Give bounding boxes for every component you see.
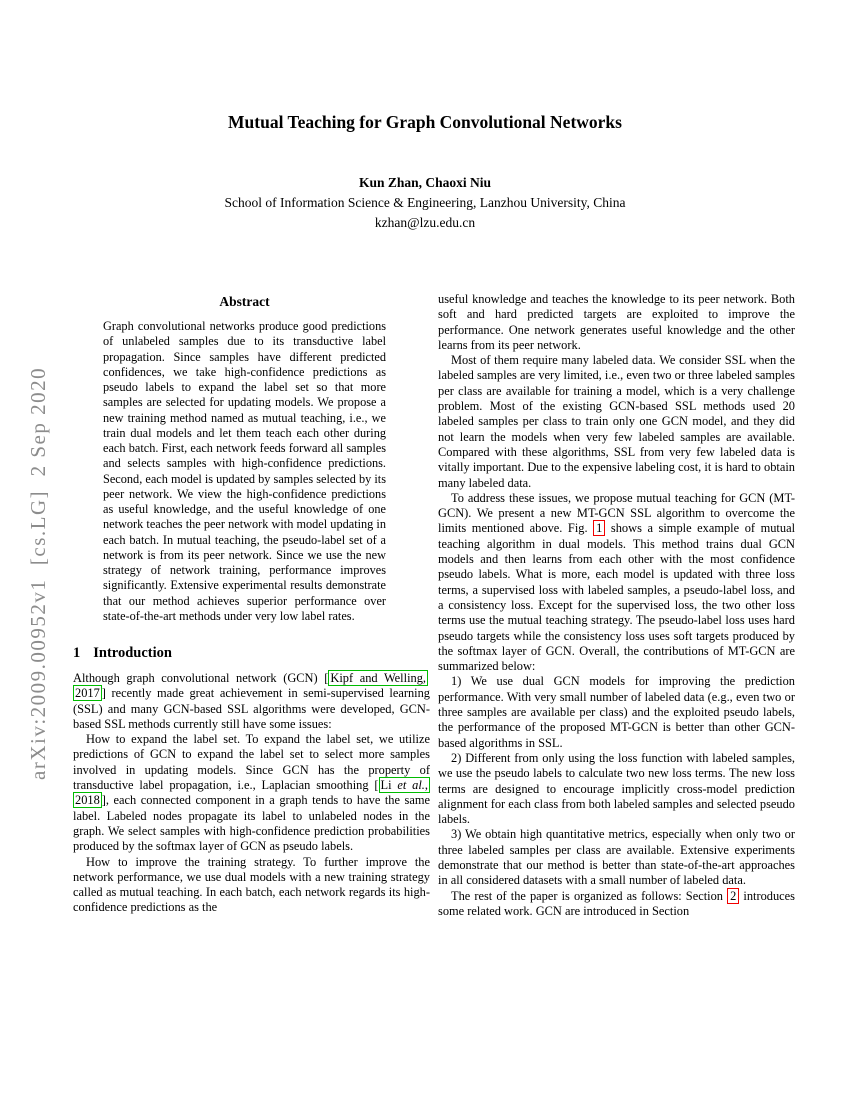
citation-etal-italic: et al. xyxy=(397,778,425,793)
section-1-title: Introduction xyxy=(93,645,172,661)
arxiv-watermark: arXiv:2009.00952v1 [cs.LG] 2 Sep 2020 xyxy=(26,366,50,780)
paragraph-labeled-data: Most of them require many labeled data. We consider SSL when the labeled samples are very limited, i.e., even two or three labeled samples per class are available for training a model, which is a very challenge problem. Most of the existing GCN-based SSL methods used 20 labeled samples per class to train only one GCN model, and they did not learn the models when very few labeled samples are available. Compared with these algorithms, SSL from very few labeled data is vitally important. Due to the expensive labeling cost, it is hard to obtain many labeled data. xyxy=(438,353,795,490)
text-segment: How to expand the label set. To expand the label set, we utilize predictions of GCN to expand the label set to select more samples involved in updating models. Since GCN has the property of transductive label propagation, i.e., Laplacian smoothing [ xyxy=(73,732,430,793)
text-segment: To address these issues, we propose mutual teaching for GCN (MT-GCN). We present a new MT-GCN SSL algorithm to overcome the limits mentioned above. Fig. xyxy=(438,490,795,536)
citation-author: Li xyxy=(380,778,398,793)
text-segment: introduces some related work. GCN are introduced in Section xyxy=(438,888,795,918)
text-segment: ] recently made great achievement in semi-supervised learning (SSL) and many GCN-based SSL algorithms were developed, GCN-based SSL methods currently still have some issues: xyxy=(73,686,430,731)
figure-1-reference[interactable]: 1 xyxy=(593,520,605,536)
text-segment: shows a simple example of mutual teaching algorithm in dual models. This method trains dual GCN models and then learns from each other with the most confidence pseudo labels. What is more, each model is updated with three loss terms, a supervised loss with labeled samples, a pseudo-label loss, and a consistency loss. Except for the supervised loss, the two other loss terms use the mutual teaching strategy. The pseudo-label loss uses hard pseudo targets while the consistency loss uses soft targets produced by the softmax layer of GCN. Overall, the contributions of MT-GCN are summarized below: xyxy=(438,521,795,674)
paragraph-intro-overview xyxy=(73,671,430,732)
text-segment: ], each connected component in a graph tends to have the same label. Labeled nodes propagate its label to unlabeled nodes in the graph. We select samples with high-confidence prediction probabilities produced by the softmax layer of GCN as pseudo labels. xyxy=(73,793,430,854)
paper-affiliation: School of Information Science & Engineering, Lanzhou University, China xyxy=(224,195,626,210)
paragraph-address-issues xyxy=(438,491,795,675)
paragraph-training-strategy: How to improve the training strategy. To further improve the network performance, we use dual models with a new training strategy called as mutual teaching. In each batch, each network regards its high-confidence predictions as the xyxy=(73,854,430,915)
two-column-body xyxy=(73,292,795,992)
abstract-heading: Abstract xyxy=(219,294,270,309)
citation-year: , 2018 xyxy=(75,778,429,808)
paper-title: Mutual Teaching for Graph Convolutional Networks xyxy=(228,112,622,132)
abstract-text: Graph convolutional networks produce good predictions of unlabeled samples due to its transductive label propagation. Since samples have different predicted confidences, we take high-confidence predictions as pseudo labels to expand the label set so that more samples are selected for updating models. We propose a new training method named as mutual teaching, i.e., we train dual models and let them teach each other during each batch. First, each network feeds forward all samples and selects samples with high-confidence predictions. Second, each model is updated by samples selected by its peer network. We view the high-confidence predictions as useful knowledge, and the useful knowledge of one network teaches the peer network with model updating in each batch. In mutual teaching, the pseudo-label set of a network is from its peer network. Since we use the new strategy of network training, performance improves significantly. Extensive experimental results demonstrate that our method achieves superior performance over state-of-the-art methods under very low label rates. xyxy=(103,319,386,623)
text-segment: Although graph convolutional network (GCN) [ xyxy=(73,671,329,685)
paragraph-contribution-3: 3) We obtain high quantitative metrics, especially when only two or three labeled samples per class are available. Extensive experiments demonstrate that our method is better than state-of-the-art approaches in all considered datasets with a small number of labeled data. xyxy=(438,827,795,888)
paragraph-contribution-2: 2) Different from only using the loss function with labeled samples, we use the pseudo labels to calculate two new loss terms. The new loss terms are designed to encourage implicitly cross-model prediction alignment for each class from both labeled samples and selected pseudo labels. xyxy=(438,750,795,827)
paper-authors: Kun Zhan, Chaoxi Niu xyxy=(358,175,492,190)
section-1-heading xyxy=(73,645,430,662)
section-1-number: 1 xyxy=(73,645,81,661)
paper-email: kzhan@lzu.edu.cn xyxy=(374,215,476,230)
paragraph-expand-label-set xyxy=(73,732,430,854)
citation-kipf-welling-2017[interactable]: Kipf and Welling, 2017 xyxy=(75,671,426,701)
paragraph-continuation: useful knowledge and teaches the knowledge to its peer network. Both soft and hard predicted targets are exploited to improve the performance. One network generates useful knowledge and the other learns from its peer network. xyxy=(438,292,795,352)
right-column xyxy=(438,292,795,992)
left-column xyxy=(73,292,430,992)
section-2-reference[interactable]: 2 xyxy=(727,888,739,904)
text-segment: The rest of the paper is organized as follows: Section xyxy=(451,888,728,903)
paragraph-paper-organization xyxy=(438,889,795,920)
paragraph-contribution-1: 1) We use dual GCN models for improving the prediction performance. With very small number of labeled data (e.g., even two or three samples are available per class) and the exploited pseudo labels, the performance of the proposed MT-GCN is better than other GCN-based algorithms in SSL. xyxy=(438,674,795,750)
